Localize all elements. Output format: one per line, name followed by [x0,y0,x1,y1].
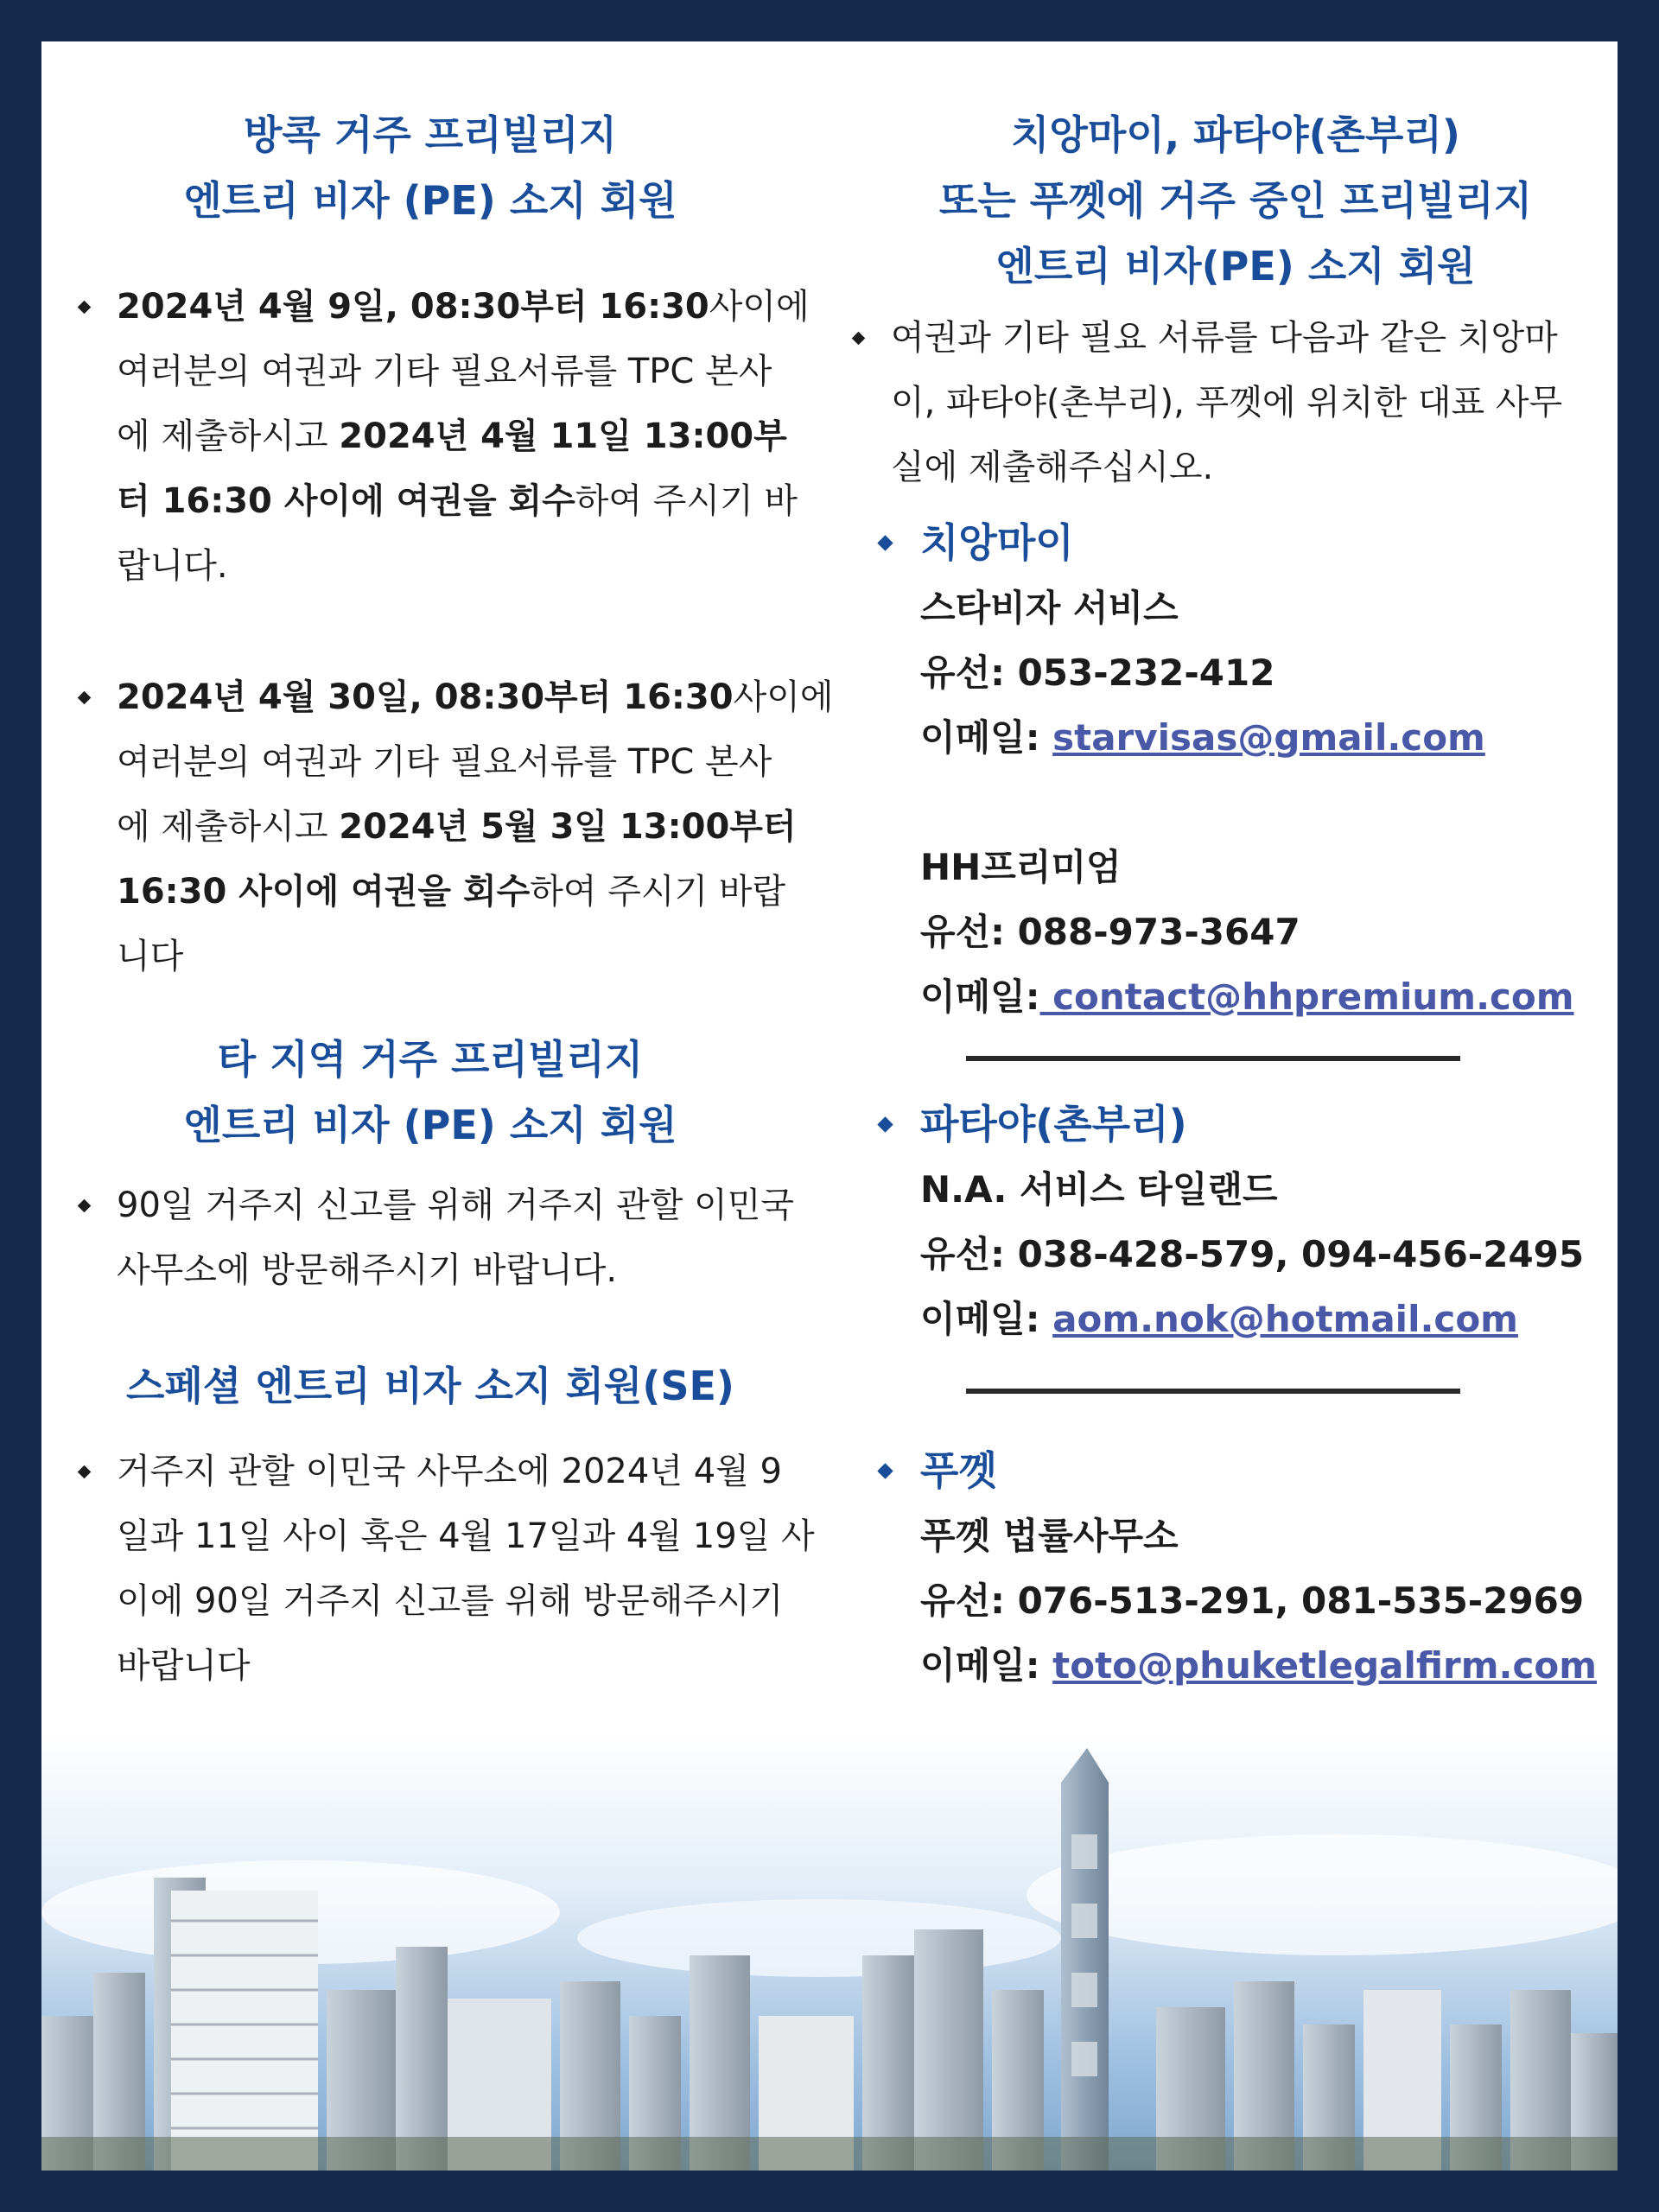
text-line [891,371,1618,435]
phone-value: 038-428-579, 094-456-2495 [1017,1233,1585,1275]
email-label: 이메일: [920,1298,1040,1340]
office-email [920,964,1618,1029]
phone-label: 유선: [920,1233,1005,1275]
text: 여권과 기타 필요 서류를 다음과 같은 치앙마 [891,318,1558,358]
email-link[interactable]: toto@phuketlegalfirm.com [1052,1644,1597,1687]
regional-intro-text [891,306,1618,500]
text: 여러분의 여권과 기타 필요서류를 TPC 본사 [117,352,772,391]
text: 니다 [117,937,184,976]
text-line [117,925,894,989]
se-title-line-1: 스페셜 엔트리 비자 소지 회원(SE) [126,1363,734,1409]
tower-icon [1061,1748,1109,2171]
text: 사이에 [733,677,834,717]
text: 실에 제출해주십시오. [891,448,1214,487]
office-na-service [854,1157,1618,1351]
phone-label: 유선: [920,911,1005,953]
bold-text: 2024년 4월 30일, 08:30부터 16:30 [117,677,734,717]
phone-value: 076-513-291, 081-535-2969 [1017,1580,1585,1622]
text-line [117,1440,894,1504]
office-phone [920,899,1618,964]
regional-title-line-3: 엔트리 비자(PE) 소지 회원 [995,243,1476,289]
phone-value: 088-973-3647 [1017,911,1300,953]
office-starvisa [854,575,1618,1029]
text: 이, 파타야(촌부리), 푸껫에 위치한 대표 사무 [891,383,1563,423]
bullet-diamond-icon [852,332,866,346]
text: 에 제출하시고 [117,416,340,456]
text-line [117,1238,894,1303]
bold-text: 16:30 사이에 여권을 회수 [117,872,531,912]
text-line [117,1634,894,1699]
text-line [117,1504,894,1569]
text-line [117,275,894,340]
office-name: 스타비자 서비스 [920,587,1179,629]
chiangmai-section [854,510,1618,1029]
bangkok-section [41,102,819,233]
text-line [891,435,1618,500]
text-line [117,795,894,860]
regional-title-line-1: 치앙마이, 파타야(촌부리) [1011,111,1460,158]
bullet-diamond-icon [877,1116,893,1132]
office-phone [920,640,1618,705]
text: 거주지 관할 이민국 사무소에 2024년 4월 9 [117,1452,782,1491]
flyer-page [41,41,1618,2171]
email-link[interactable]: contact@hhpremium.com [1039,976,1574,1018]
bangkok-item-1 [41,275,894,599]
pattaya-name: 파타야(촌부리) [920,1101,1187,1147]
text-line [117,1173,894,1238]
phuket-section [854,1438,1618,1698]
text: 하여 주시기 바 [575,481,798,521]
text-line [891,306,1618,371]
pattaya-heading [854,1091,1618,1157]
email-link[interactable]: aom.nok@hotmail.com [1052,1298,1518,1340]
office-name: N.A. 서비스 타일랜드 [920,1168,1278,1211]
email-label: 이메일: [920,1644,1040,1687]
phone-label: 유선: [920,652,1005,694]
office-email [920,1633,1618,1698]
bangkok-title-line-1: 방콕 거주 프리빌리지 [244,111,617,158]
divider [966,1389,1460,1394]
bullet-diamond-icon [78,691,92,705]
pattaya-section [854,1091,1618,1351]
bullet-diamond-icon [78,1465,92,1479]
phuket-name: 푸껫 [920,1447,997,1494]
chiangmai-name: 치앙마이 [920,519,1074,566]
other-region-title [41,1027,819,1158]
office-email [920,705,1618,770]
office-name: HH프리미엄 [920,846,1122,888]
bullet-diamond-icon [78,1199,92,1213]
email-label: 이메일: [920,976,1040,1018]
bold-text: 터 16:30 사이에 여권을 회수 [117,481,575,521]
text: 에 제출하시고 [117,807,340,847]
text: 하여 주시기 바랍 [530,872,786,912]
office-name: 푸껫 법률사무소 [920,1515,1179,1557]
text: 일과 11일 사이 혹은 4월 17일과 4월 19일 사 [117,1516,815,1556]
phuket-heading [854,1438,1618,1503]
other-region-item [41,1173,894,1303]
bangkok-title-line-2: 엔트리 비자 (PE) 소지 회원 [183,177,677,224]
text: 사무소에 방문해주시기 바랍니다. [117,1250,618,1290]
bold-text: 2024년 5월 3일 13:00부터 [339,807,797,847]
regional-title-line-2: 또는 푸껫에 거주 중인 프리빌리지 [938,177,1533,224]
text-line [117,469,894,534]
divider [966,1056,1460,1061]
bangkok-item-2 [41,665,894,989]
office-phone [920,1568,1618,1633]
chiangmai-heading [854,510,1618,575]
regional-intro [816,306,1618,500]
phone-value: 053-232-412 [1017,652,1275,694]
phone-label: 유선: [920,1580,1005,1622]
text: 90일 거주지 신고를 위해 거주지 관할 이민국 [117,1185,795,1225]
office-phone [920,1222,1618,1287]
text-line [117,665,894,730]
office-email [920,1287,1618,1351]
email-label: 이메일: [920,716,1040,759]
se-item [41,1440,894,1699]
bangkok-title [41,102,819,233]
bangkok-item-2-text [117,665,894,989]
text-line [117,730,894,795]
bullet-diamond-icon [877,1463,893,1478]
other-title-line-1: 타 지역 거주 프리빌리지 [217,1036,644,1083]
office-phuket-legal [854,1503,1618,1698]
text: 사이에 [709,287,810,327]
se-item-text [117,1440,894,1699]
bangkok-item-1-text [117,275,894,599]
text-line [117,534,894,599]
se-title [41,1353,819,1419]
text: 랍니다. [117,546,228,586]
email-link[interactable]: starvisas@gmail.com [1052,716,1485,759]
other-title-line-2: 엔트리 비자 (PE) 소지 회원 [183,1102,677,1148]
regional-title [854,102,1618,299]
bullet-diamond-icon [78,301,92,315]
text-line [117,404,894,469]
text: 이에 90일 거주지 신고를 위해 방문해주시기 [117,1581,784,1621]
text: 바랍니다 [117,1646,251,1686]
other-region-item-text [117,1173,894,1303]
bold-text: 2024년 4월 9일, 08:30부터 16:30 [117,287,709,327]
text-line [117,860,894,925]
bold-text: 2024년 4월 11일 13:00부 [339,416,787,456]
text-line [117,340,894,404]
bangkok-skyline-image [41,1731,1618,2171]
text-line [117,1569,894,1634]
text: 여러분의 여권과 기타 필요서류를 TPC 본사 [117,742,772,782]
bullet-diamond-icon [877,535,893,550]
